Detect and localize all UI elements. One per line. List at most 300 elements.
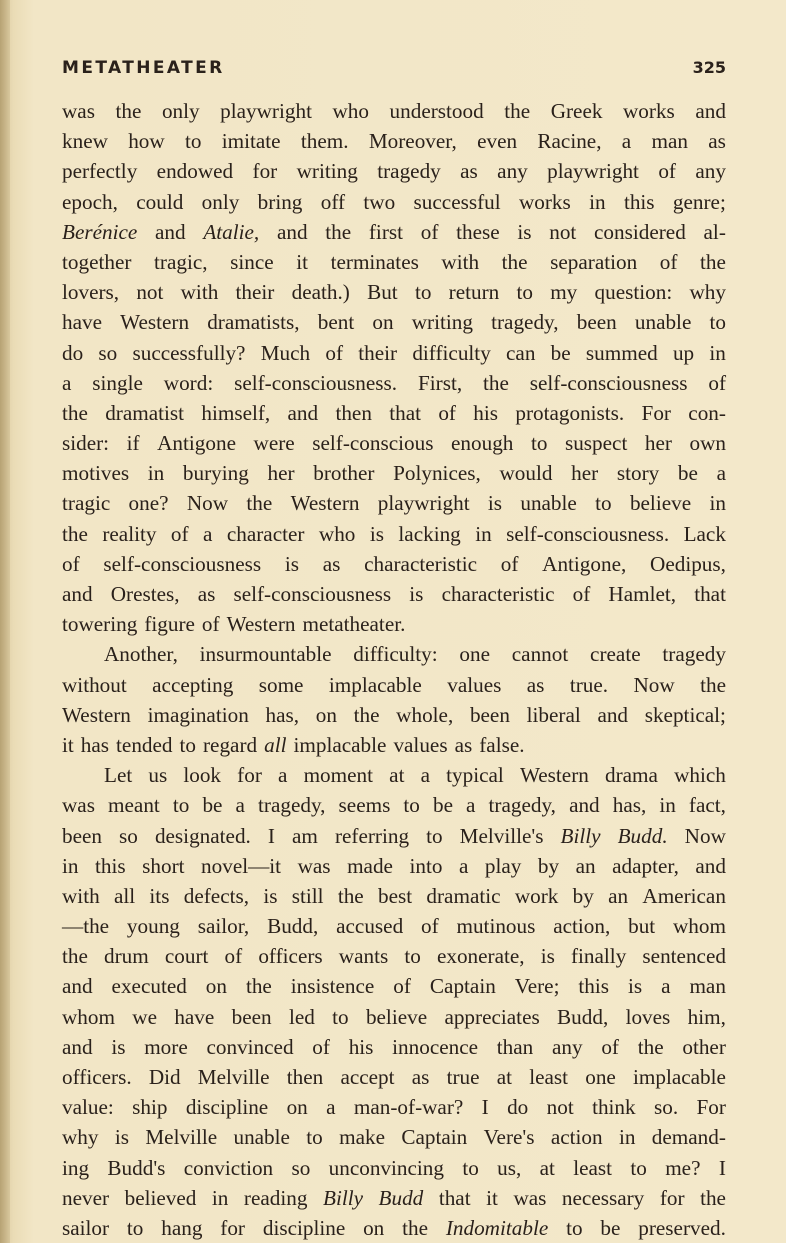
word: the [700, 1185, 726, 1210]
word: Budd, [557, 1004, 609, 1029]
word: tragedy, [491, 310, 559, 335]
page-number: 325 [692, 58, 726, 77]
word: al- [703, 219, 726, 244]
word: that [438, 1185, 471, 1210]
word: moment [303, 763, 374, 788]
word: is [517, 219, 532, 244]
word: not [136, 280, 164, 305]
word: can [506, 340, 536, 365]
word: writing [296, 159, 358, 184]
word: designated. [154, 823, 251, 848]
word: character [226, 521, 305, 546]
word: to [595, 491, 612, 516]
word: burying [182, 461, 249, 486]
text-line [62, 338, 726, 368]
running-head: METATHEATER [62, 58, 225, 78]
word: and [695, 99, 726, 123]
word: Now [186, 491, 229, 516]
word: least [573, 1155, 613, 1180]
word: is [114, 1125, 129, 1150]
word: of [312, 1034, 330, 1059]
word: so [119, 823, 138, 848]
word: himself, [201, 400, 271, 425]
text-line [62, 398, 726, 428]
word: Captain [401, 1125, 468, 1150]
word: innocence [392, 1034, 479, 1059]
italic-word: Budd. [617, 823, 668, 848]
italic-word: Atalie, [203, 219, 260, 244]
word: only [161, 99, 200, 123]
word: since [230, 249, 274, 274]
word: of [325, 340, 344, 365]
word: by [572, 883, 594, 908]
word: made [347, 853, 393, 878]
word: the [337, 883, 364, 908]
word: any [695, 159, 726, 184]
word: appreciates [444, 1004, 540, 1029]
word: be [202, 793, 223, 818]
word: of [420, 219, 439, 244]
word: up [672, 340, 695, 365]
word: imagination [147, 702, 249, 727]
word: in [659, 793, 676, 818]
word: officers [258, 944, 323, 969]
word: is [487, 491, 503, 516]
word: of [201, 612, 220, 637]
word: as [526, 672, 545, 697]
italic-word: Berénice [62, 219, 138, 244]
text-line [62, 519, 726, 549]
word: as [411, 1065, 430, 1089]
word: on [315, 702, 337, 727]
word: them. [300, 129, 349, 154]
word: implacable [328, 672, 422, 697]
word: is [111, 1034, 126, 1059]
text-line [62, 156, 726, 186]
text-line [62, 126, 726, 156]
word: in [211, 1185, 229, 1210]
word: for [659, 1185, 685, 1210]
text-line [62, 639, 726, 669]
word: was [297, 853, 331, 878]
word: was [513, 1185, 547, 1210]
word: writing [411, 310, 473, 335]
word: do [507, 1095, 529, 1120]
text-line [62, 881, 726, 911]
word: Did [148, 1065, 181, 1089]
word: only [201, 189, 240, 214]
word: discipline [185, 1095, 269, 1120]
word: would [499, 461, 553, 486]
word: as [708, 129, 726, 154]
word: story [616, 461, 660, 486]
word: values [447, 672, 502, 697]
word: a [202, 521, 213, 546]
word: understood [389, 99, 484, 123]
word: of [438, 400, 456, 425]
word: successfully? [132, 340, 246, 365]
word: knew [62, 129, 108, 154]
word: to [462, 1155, 479, 1180]
word: liberal [526, 702, 581, 727]
word: have [174, 1004, 215, 1029]
word: whole, [396, 702, 454, 727]
word: that [694, 582, 726, 606]
word: man [651, 129, 688, 154]
word: Moreover, [368, 129, 457, 154]
word: of [708, 370, 726, 395]
word: wants [338, 944, 389, 969]
word: bent [317, 310, 355, 335]
text-line [62, 1153, 726, 1183]
word: me? [665, 1155, 701, 1180]
text-line [62, 941, 726, 971]
word: her [571, 461, 599, 486]
word: then [335, 400, 372, 425]
word: was [62, 99, 95, 123]
word: been [469, 702, 510, 727]
word: imitate [221, 129, 281, 154]
word: accepting [152, 672, 234, 697]
word: a [716, 461, 726, 486]
word: Western [290, 491, 360, 516]
word: perfectly [62, 159, 138, 184]
word: one [459, 642, 490, 667]
word: a [62, 370, 72, 395]
text-line [62, 851, 726, 881]
word: considered [594, 219, 686, 244]
word: value: [62, 1095, 114, 1120]
word: the [483, 370, 509, 395]
text-line [62, 1032, 726, 1062]
text-line [62, 971, 726, 1001]
word: so [291, 1155, 311, 1180]
word: together [62, 249, 132, 274]
word: in [709, 340, 726, 365]
text-line [62, 911, 726, 941]
word: sentenced [642, 944, 726, 969]
word: Antigone, [542, 551, 627, 576]
word: short [142, 853, 185, 878]
word: her [644, 431, 672, 456]
word: a [278, 763, 288, 788]
word: as [322, 551, 341, 576]
word: one? [128, 491, 169, 516]
word: unable [233, 1125, 290, 1150]
word: Racine, [537, 129, 602, 154]
word: dramatists, [207, 310, 300, 335]
word: characteristic [441, 582, 555, 606]
word: Vere; [514, 974, 560, 999]
word: lacking [398, 521, 461, 546]
word: was [62, 793, 95, 818]
word: all [113, 883, 136, 908]
word: for [252, 159, 278, 184]
word: ship [132, 1095, 168, 1120]
word: still [291, 883, 324, 908]
word: us [148, 763, 168, 788]
word: epoch, [62, 189, 118, 214]
word: Vere's [483, 1125, 535, 1150]
word: court [164, 944, 209, 969]
word: their [358, 340, 398, 365]
word: word: [163, 370, 214, 395]
word: believe [365, 1004, 428, 1029]
word: seems [338, 793, 391, 818]
word: discipline [262, 1215, 346, 1240]
word: is [369, 521, 384, 546]
word: has, [265, 702, 300, 727]
word: playwright [220, 99, 312, 123]
word: novel—it [201, 853, 282, 878]
text-line [62, 458, 726, 488]
word: be [550, 340, 571, 365]
word: Hamlet, [608, 582, 677, 606]
word: the [115, 99, 142, 123]
word: false. [479, 732, 525, 757]
word: man [689, 974, 726, 999]
word: first [368, 219, 404, 244]
word: in [618, 1125, 636, 1150]
word: create [590, 642, 641, 667]
word: American [642, 883, 726, 908]
word: typical [446, 763, 504, 788]
word: referring [334, 823, 410, 848]
word: to [179, 732, 196, 757]
word: why [689, 280, 726, 305]
text-line [62, 579, 726, 609]
word: self-consciousness. [506, 521, 670, 546]
word: Orestes, [110, 582, 180, 606]
word: of [421, 914, 439, 939]
word: and [287, 400, 319, 425]
word: never [62, 1185, 110, 1210]
word: who [332, 99, 369, 123]
word: summed [585, 340, 658, 365]
word: genre; [672, 189, 726, 214]
word: and [62, 582, 93, 606]
word: the [353, 702, 380, 727]
word: sailor [62, 1215, 110, 1240]
word: tragedy, [488, 793, 556, 818]
text-line [62, 730, 726, 760]
word: for [237, 763, 262, 788]
word: successful [413, 189, 501, 214]
word: sailor, [197, 914, 250, 939]
word: dramatist [105, 400, 185, 425]
word: am [292, 823, 318, 848]
word: unable [634, 310, 692, 335]
word: defects, [183, 883, 250, 908]
word: by [537, 853, 560, 878]
word: is [628, 974, 643, 999]
word: But [367, 280, 398, 305]
word: a [326, 1095, 336, 1120]
word: the [62, 944, 88, 969]
word: in [709, 491, 726, 516]
word: of [224, 944, 243, 969]
word: and [62, 1034, 93, 1059]
word: implacable [293, 732, 387, 757]
word: characteristic [364, 551, 478, 576]
word: the [700, 249, 726, 274]
word: to [332, 1004, 349, 1029]
word: not [546, 1095, 574, 1120]
text-line [62, 549, 726, 579]
word: than [496, 1034, 534, 1059]
word: self-consciousness [103, 551, 262, 576]
word: For [641, 400, 671, 425]
word: has [80, 732, 110, 757]
word: unconvincing [328, 1155, 444, 1180]
word: if [126, 431, 140, 456]
word: of [572, 582, 591, 606]
word: the [246, 491, 273, 516]
word: hang [161, 1215, 203, 1240]
word: to [172, 793, 190, 818]
word: play [484, 853, 522, 878]
word: to [566, 1215, 583, 1240]
italic-word: Budd [378, 1185, 424, 1210]
word: been [576, 310, 617, 335]
word: any [497, 159, 528, 184]
word: been [62, 823, 102, 848]
text-line [62, 760, 726, 790]
word: true [446, 1065, 480, 1089]
word: Much [260, 340, 311, 365]
word: be [432, 793, 453, 818]
word: an [608, 883, 629, 908]
word: look [183, 763, 222, 788]
word: Polynices, [393, 461, 481, 486]
word: to [404, 944, 421, 969]
word: it [296, 249, 309, 274]
word: drama [604, 763, 658, 788]
word: the [504, 99, 531, 123]
word: convinced [206, 1034, 294, 1059]
word: then [286, 1065, 324, 1089]
word: own [689, 431, 726, 456]
word: the [245, 974, 272, 999]
word: con- [688, 400, 726, 425]
word: to [184, 129, 202, 154]
word: best [377, 883, 413, 908]
page-binding-edge [0, 0, 10, 1243]
word: on [372, 310, 394, 335]
word: who [318, 521, 356, 546]
word: of [500, 551, 519, 576]
text-line [62, 821, 726, 851]
word: his [348, 1034, 374, 1059]
word: Another, [104, 642, 178, 667]
word: how [128, 129, 165, 154]
word: Western [519, 763, 589, 788]
text-line [62, 670, 726, 700]
word: Antigone [157, 431, 236, 456]
word: some [258, 672, 304, 697]
word: their [235, 280, 275, 305]
word: it [62, 732, 74, 757]
word: two [363, 189, 396, 214]
word: for [220, 1215, 245, 1240]
word: work [514, 883, 559, 908]
word: of [62, 551, 80, 576]
word: whom [673, 914, 726, 939]
word: to [403, 793, 420, 818]
word: us, [497, 1155, 522, 1180]
word: For [696, 1095, 726, 1120]
word: not [549, 219, 577, 244]
word: reading [243, 1185, 308, 1210]
text-line [62, 1183, 726, 1213]
word: single [92, 370, 143, 395]
word: tended [116, 732, 173, 757]
word: and [569, 793, 600, 818]
word: towering [62, 612, 138, 637]
word: more [144, 1034, 188, 1059]
word: self-consciousness [233, 582, 392, 606]
word: and [695, 853, 726, 878]
word: in [147, 461, 165, 486]
word: at [539, 1155, 555, 1180]
word: Greek [550, 99, 603, 123]
word: suspect [564, 431, 628, 456]
text-line [62, 277, 726, 307]
word: preserved. [638, 1215, 726, 1240]
word: and [155, 219, 186, 244]
word: accept [340, 1065, 395, 1089]
word: I [718, 1155, 726, 1180]
word: her [267, 461, 295, 486]
word: of [601, 1034, 619, 1059]
text-line [62, 1213, 726, 1243]
word: is [409, 582, 424, 606]
word: the [62, 400, 88, 425]
word: as [454, 732, 473, 757]
word: Now [633, 672, 675, 697]
word: ing [62, 1155, 90, 1180]
word: to [516, 280, 533, 305]
word: drum [104, 944, 149, 969]
word: is [540, 944, 555, 969]
word: this [578, 974, 610, 999]
text-line [62, 488, 726, 518]
word: could [136, 189, 184, 214]
word: on [205, 974, 227, 999]
word: conviction [183, 1155, 274, 1180]
word: the [700, 672, 726, 697]
word: be [677, 461, 698, 486]
word: in [589, 189, 606, 214]
word: I [267, 823, 275, 848]
word: Western [120, 310, 190, 335]
word: least [529, 1065, 569, 1089]
word: a [458, 853, 469, 878]
italic-word: Billy [323, 1185, 364, 1210]
word: at [496, 1065, 513, 1089]
word: return [448, 280, 500, 305]
word: has, [612, 793, 647, 818]
word: think [592, 1095, 636, 1120]
word: this [95, 853, 126, 878]
word: man-of-war? [353, 1095, 464, 1120]
word: tragic [62, 491, 111, 516]
word: motives [62, 461, 130, 486]
word: First, [417, 370, 463, 395]
word: accused [336, 914, 404, 939]
text-line [62, 187, 726, 217]
word: which [674, 763, 726, 788]
